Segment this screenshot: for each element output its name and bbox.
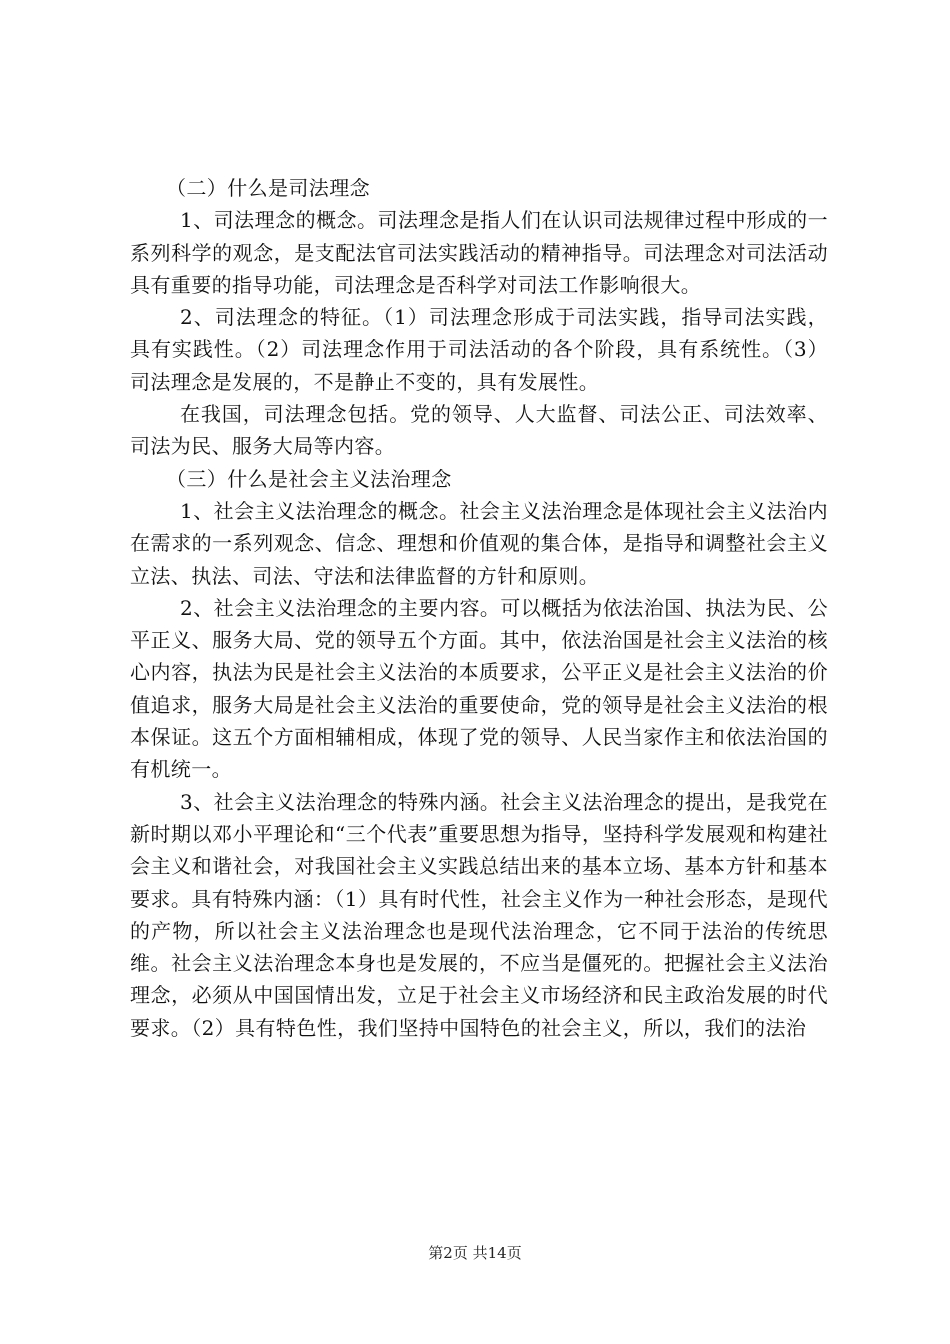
paragraph-rule-of-law-definition: 1、社会主义法治理念的概念。社会主义法治理念是体现社会主义法治内在需求的一系列观念、信念、理想和价值观的集合体，是指导和调整社会主义立法、执法、司法、守法和法律监督的方针和原则。 [130,498,828,588]
paragraph-rule-of-law-main-contents: 2、社会主义法治理念的主要内容。可以概括为依法治国、执法为民、公平正义、服务大局、党的领导五个方面。其中，依法治国是社会主义法治的核心内容，执法为民是社会主义法治的本质要求，公平正义是社会主义法治的价值追求，服务大局是社会主义法治的重要使命，党的领导是社会主义法治的根本保证。这五个方面相辅相成，体现了党的领导、人民当家作主和依法治国的有机统一。 [130,595,828,782]
document-body [130,172,828,1044]
paragraph-judicial-concept-features: 2、司法理念的特征。（1）司法理念形成于司法实践，指导司法实践，具有实践性。（2）司法理念作用于司法活动的各个阶段，具有系统性。（3）司法理念是发展的，不是静止不变的，具有发展性。 [130,305,828,394]
paragraph-judicial-concept-definition: 1、司法理念的概念。司法理念是指人们在认识司法规律过程中形成的一系列科学的观念，是支配法官司法实践活动的精神指导。司法理念对司法活动具有重要的指导功能，司法理念是否科学对司法工作影响很大。 [130,208,828,297]
paragraph-rule-of-law-special-meaning: 3、社会主义法治理念的特殊内涵。社会主义法治理念的提出，是我党在新时期以邓小平理论和“三个代表”重要思想为指导，坚持科学发展观和构建社会主义和谐社会，对我国社会主义实践总结出来的基本立场、基本方针和基本要求。具有特殊内涵：（1）具有时代性，社会主义作为一种社会形态，是现代的产物，所以社会主义法治理念也是现代法治理念，它不同于法治的传统思维。社会主义法治理念本身也是发展的，不应当是僵死的。把握社会主义法治理念，必须从中国国情出发，立足于社会主义市场经济和民主政治发展的时代要求。（2）具有特色性，我们坚持中国特色的社会主义，所以，我们的法治 [130,789,828,1040]
page-number-footer: 第2页 共14页 [428,1244,522,1262]
section-heading-2: （二）什么是司法理念 [166,176,370,200]
paragraph-judicial-concept-contents: 在我国，司法理念包括。党的领导、人大监督、司法公正、司法效率、司法为民、服务大局等内容。 [130,402,828,459]
section-heading-3: （三）什么是社会主义法治理念 [166,466,452,491]
